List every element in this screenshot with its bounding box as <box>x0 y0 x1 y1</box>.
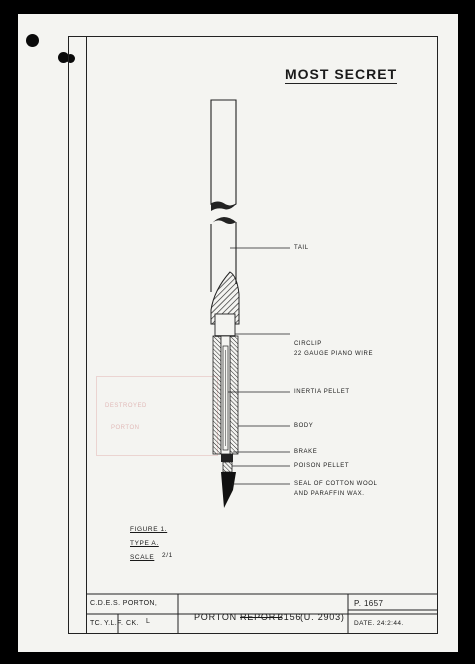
drawing-date: DATE. 24:2:44. <box>354 620 404 627</box>
tail-upper-segment <box>211 100 236 211</box>
callout-poison-pellet: POISON PELLET <box>294 463 350 469</box>
callout-brake: BRAKE <box>294 449 318 455</box>
callout-circlip: CIRCLIP <box>294 341 322 347</box>
tc-label: TC. <box>90 620 103 627</box>
report-reference: (U. 2903) <box>300 612 345 622</box>
callout-seal-line2: AND PARAFFIN WAX. <box>294 491 365 497</box>
callout-circlip-note: 22 GAUGE PIANO WIRE <box>294 351 374 357</box>
poison-pellet-part <box>223 462 232 472</box>
stamp-line: PORTON <box>111 425 140 431</box>
porton-label: PORTON <box>194 612 237 622</box>
figure-scale: SCALE <box>130 554 155 561</box>
callout-seal-line1: SEAL OF COTTON WOOL <box>294 481 378 487</box>
stamp-line: DESTROYED <box>105 403 147 409</box>
classification-title: MOST SECRET <box>285 66 398 82</box>
tc-initials: Y.L.F. <box>104 620 124 627</box>
circlip-part <box>215 314 235 336</box>
figure-scale-value: 2/1 <box>162 552 173 559</box>
figure-type: TYPE A. <box>130 540 159 547</box>
paper-sheet <box>18 14 458 652</box>
callout-tail: TAIL <box>294 245 309 251</box>
org-name: C.D.E.S. PORTON, <box>90 600 158 607</box>
callout-inertia-pellet: INERTIA PELLET <box>294 389 350 395</box>
needle-tip <box>221 472 236 508</box>
report-number: 3156 <box>278 612 302 622</box>
ck-initials: L <box>146 618 151 625</box>
report-struck: REPORT <box>240 612 283 622</box>
ck-label: CK. <box>126 620 139 627</box>
brake-part <box>221 454 233 462</box>
drawing-number: P. 1657 <box>354 599 384 608</box>
dart-drawing <box>18 14 458 652</box>
figure-label: FIGURE 1. <box>130 526 168 533</box>
callout-body: BODY <box>294 423 314 429</box>
